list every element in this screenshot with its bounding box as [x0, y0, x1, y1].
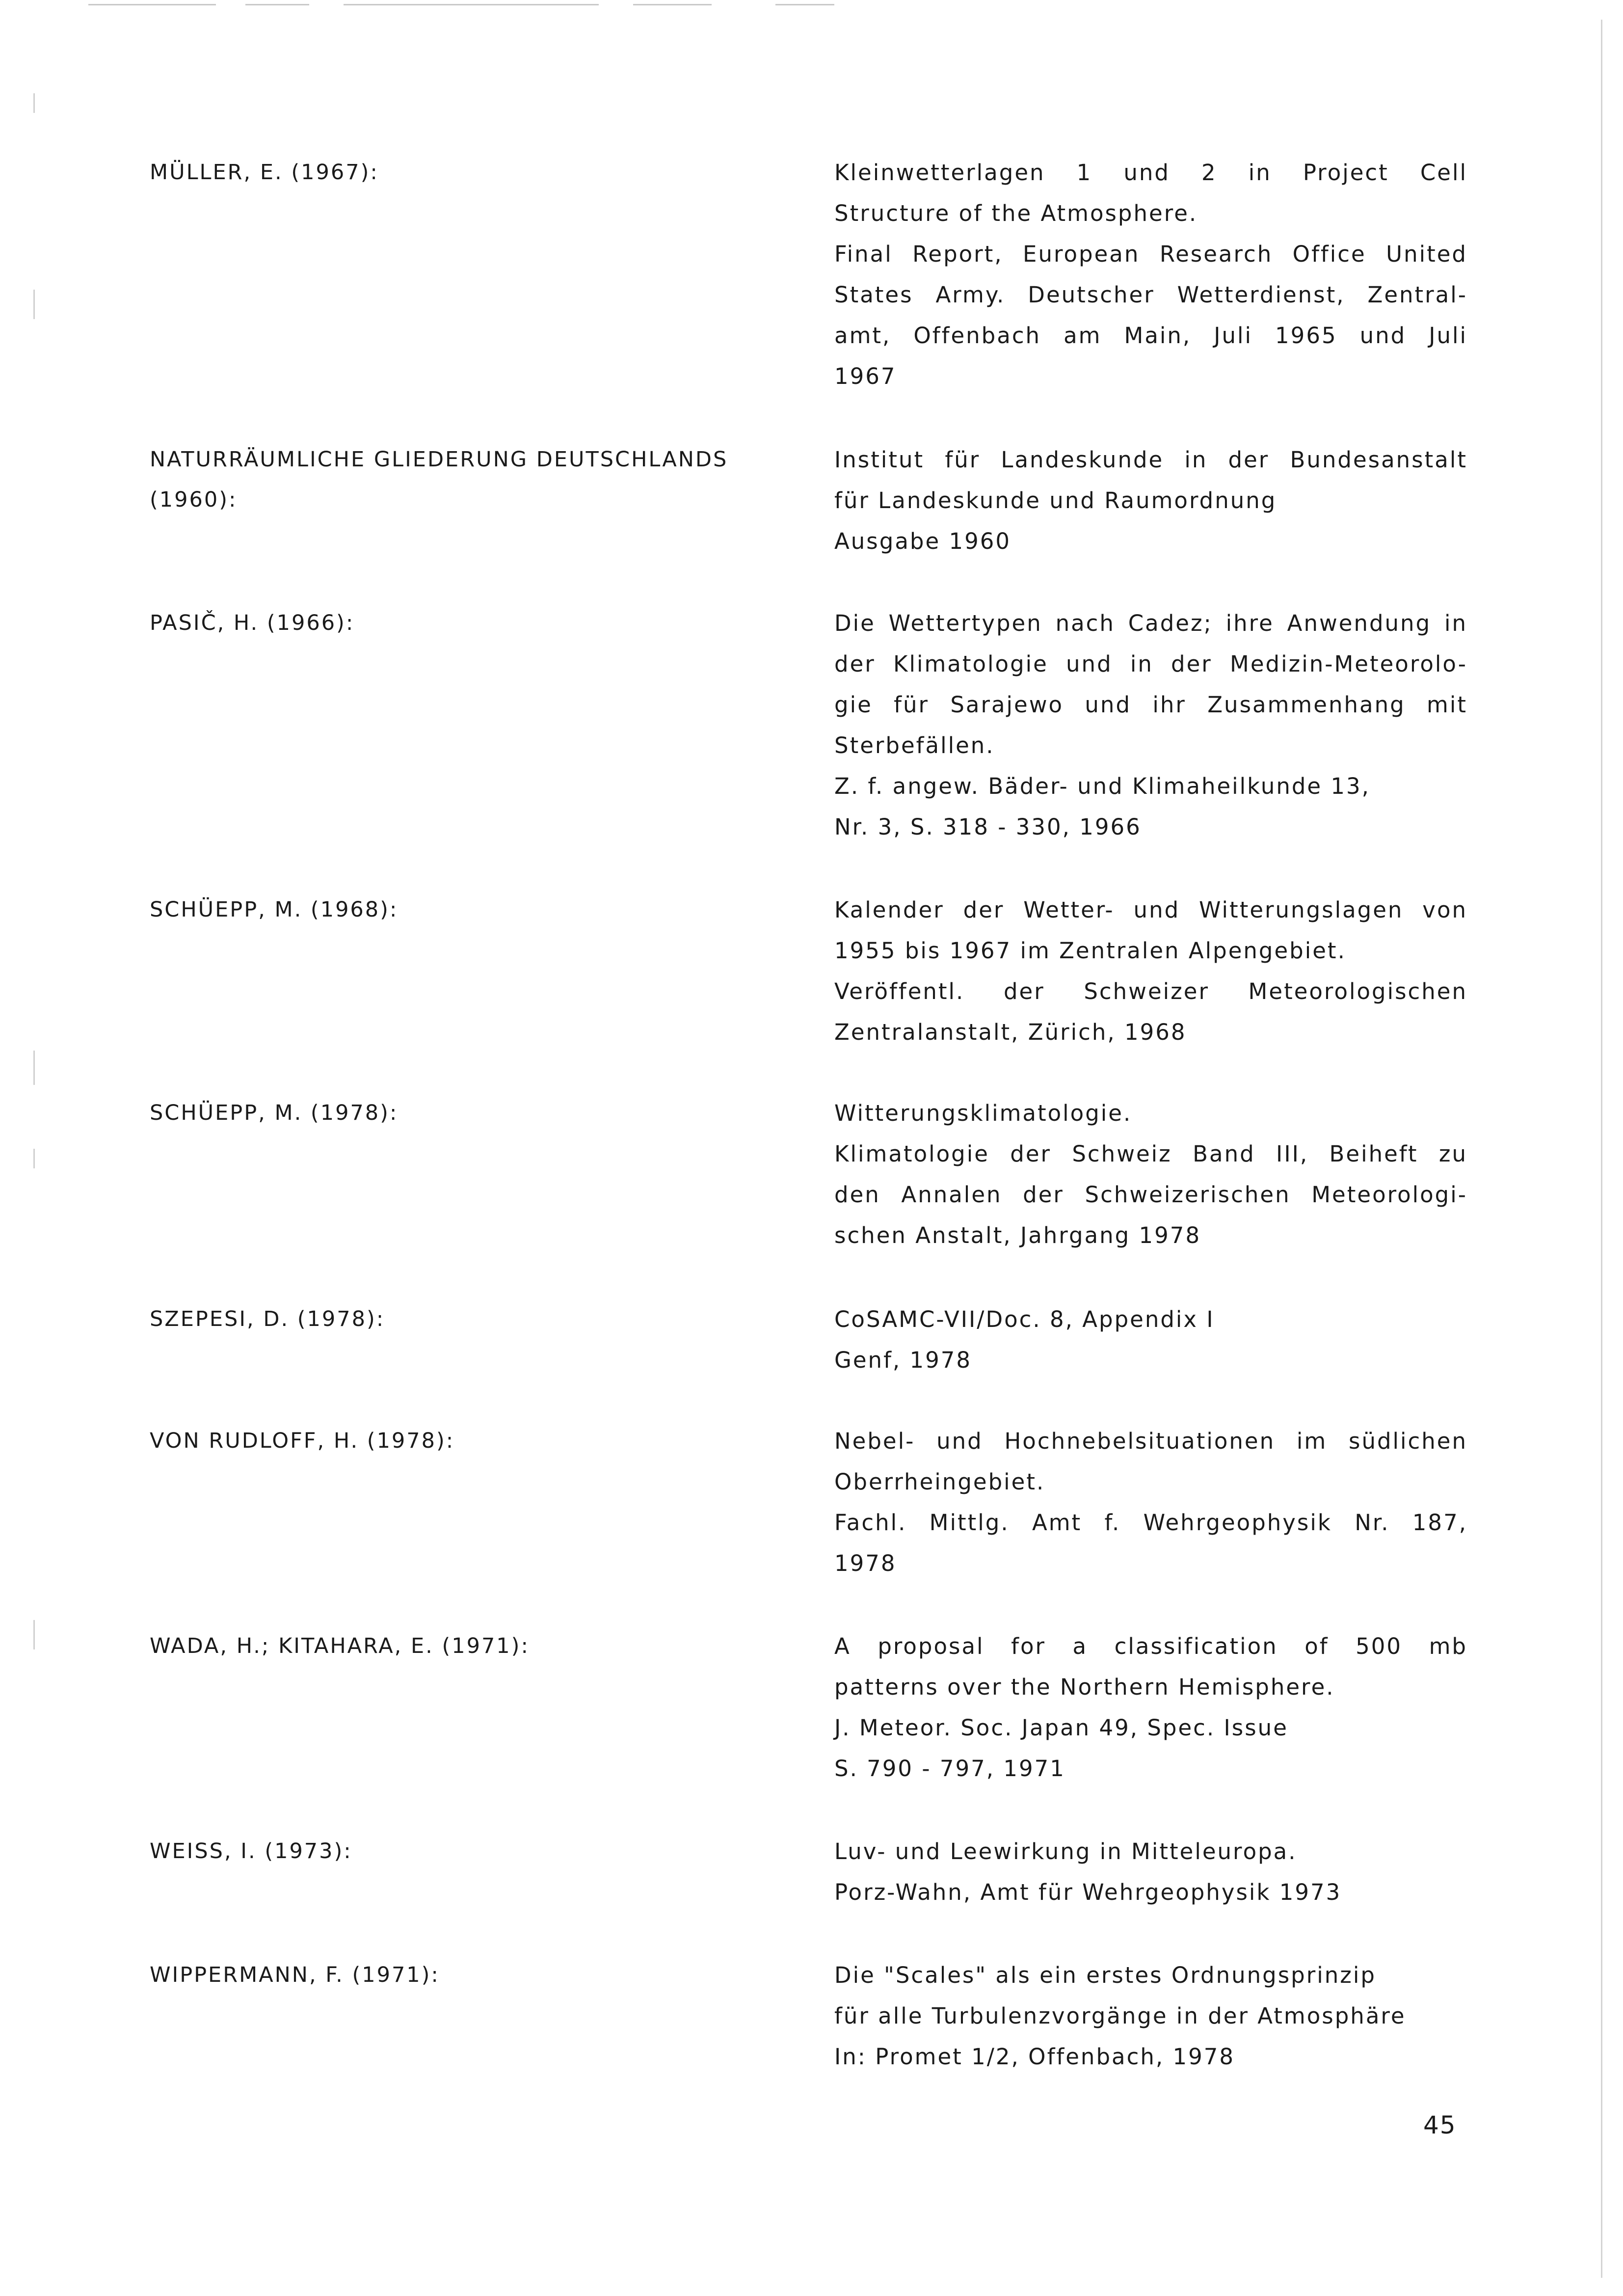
citation-line: gie für Sarajewo und ihr Zusammenhang mit: [834, 692, 1467, 718]
citation-line: 1978: [834, 1550, 897, 1576]
citation-line: J. Meteor. Soc. Japan 49, Spec. Issue: [834, 1715, 1288, 1741]
entry-citation: [834, 1093, 1467, 1256]
entry-citation: [834, 603, 1467, 847]
citation-line: In: Promet 1/2, Offenbach, 1978: [834, 2044, 1235, 2070]
entry-author: MÜLLER, E. (1967):: [150, 160, 379, 185]
citation-line: schen Anstalt, Jahrgang 1978: [834, 1222, 1201, 1248]
scan-artifact-tick: [33, 290, 35, 319]
citation-line: der Klimatologie und in der Medizin-Meteorolo-: [834, 651, 1467, 677]
entry-author: SZEPESI, D. (1978):: [150, 1307, 385, 1331]
citation-line: States Army. Deutscher Wetterdienst, Zentral-: [834, 282, 1467, 308]
citation-line: für Landeskunde und Raumordnung: [834, 487, 1277, 513]
scan-artifact-rule: [88, 4, 216, 5]
entry-author: SCHÜEPP, M. (1978):: [150, 1101, 399, 1125]
citation-line: Z. f. angew. Bäder- und Klimaheilkunde 13,: [834, 773, 1370, 799]
citation-line: Sterbefällen.: [834, 732, 995, 758]
entry-citation: [834, 152, 1467, 397]
citation-line: Nr. 3, S. 318 - 330, 1966: [834, 814, 1142, 840]
citation-line: 1967: [834, 363, 897, 389]
citation-line: Die "Scales" als ein erstes Ordnungsprinzip: [834, 1962, 1376, 1988]
scan-artifact-tick: [33, 1620, 35, 1649]
citation-line: Fachl. Mittlg. Amt f. Wehrgeophysik Nr. 187,: [834, 1510, 1467, 1536]
scan-artifact-rule: [775, 4, 834, 5]
citation-line: S. 790 - 797, 1971: [834, 1756, 1065, 1782]
entry-author: [150, 439, 788, 520]
citation-line: Kleinwetterlagen 1 und 2 in Project Cell: [834, 160, 1467, 186]
citation-line: Luv- und Leewirkung in Mitteleuropa.: [834, 1838, 1297, 1864]
citation-line: für alle Turbulenzvorgänge in der Atmosphäre: [834, 2003, 1406, 2029]
citation-line: Ausgabe 1960: [834, 528, 1011, 554]
citation-line: Oberrheingebiet.: [834, 1469, 1045, 1495]
citation-line: Klimatologie der Schweiz Band III, Beiheft zu: [834, 1141, 1467, 1167]
citation-line: Institut für Landeskunde in der Bundesanstalt: [834, 447, 1467, 473]
citation-line: CoSAMC-VII/Doc. 8, Appendix I: [834, 1306, 1215, 1332]
entry-author: SCHÜEPP, M. (1968):: [150, 897, 399, 922]
scan-artifact-tick: [33, 1149, 35, 1168]
scan-artifact-tick: [33, 93, 35, 113]
citation-line: Kalender der Wetter- und Witterungslagen von: [834, 897, 1467, 923]
citation-line: Zentralanstalt, Zürich, 1968: [834, 1019, 1187, 1045]
entry-citation: [834, 890, 1467, 1053]
entry-author: WEISS, I. (1973):: [150, 1839, 352, 1864]
citation-line: Witterungsklimatologie.: [834, 1100, 1132, 1126]
page-number: 45: [1423, 2111, 1457, 2139]
citation-line: 1955 bis 1967 im Zentralen Alpengebiet.: [834, 938, 1346, 964]
entry-author: WADA, H.; KITAHARA, E. (1971):: [150, 1634, 530, 1658]
citation-line: Structure of the Atmosphere.: [834, 200, 1198, 226]
scan-artifact-tick: [33, 1051, 35, 1085]
scan-artifact-rule: [245, 4, 309, 5]
citation-line: Die Wettertypen nach Cadez; ihre Anwendung in: [834, 610, 1467, 636]
scan-artifact-rule: [633, 4, 712, 5]
citation-line: amt, Offenbach am Main, Juli 1965 und Juli: [834, 323, 1467, 349]
entry-author-line: (1960):: [150, 487, 238, 512]
entry-citation: [834, 1626, 1467, 1789]
citation-line: Final Report, European Research Office United: [834, 241, 1467, 267]
scan-artifact-edge: [1601, 20, 1602, 2278]
citation-line: Genf, 1978: [834, 1347, 972, 1373]
entry-author-line: NATURRÄUMLICHE GLIEDERUNG DEUTSCHLANDS: [150, 447, 728, 472]
citation-line: den Annalen der Schweizerischen Meteorologi-: [834, 1182, 1467, 1208]
entry-citation: [834, 1955, 1467, 2077]
citation-line: patterns over the Northern Hemisphere.: [834, 1674, 1335, 1700]
citation-line: Porz-Wahn, Amt für Wehrgeophysik 1973: [834, 1879, 1342, 1905]
entry-citation: [834, 1831, 1467, 1913]
entry-citation: [834, 1299, 1467, 1380]
citation-line: Nebel- und Hochnebelsituationen im südlichen: [834, 1428, 1467, 1454]
entry-author: VON RUDLOFF, H. (1978):: [150, 1429, 455, 1453]
entry-author: PASIČ, H. (1966):: [150, 611, 355, 635]
entry-citation: [834, 1421, 1467, 1584]
entry-author: WIPPERMANN, F. (1971):: [150, 1963, 440, 1987]
citation-line: A proposal for a classification of 500 mb: [834, 1633, 1467, 1659]
scan-artifact-rule: [344, 4, 599, 5]
citation-line: Veröffentl. der Schweizer Meteorologischen: [834, 978, 1467, 1004]
entry-citation: [834, 439, 1467, 562]
